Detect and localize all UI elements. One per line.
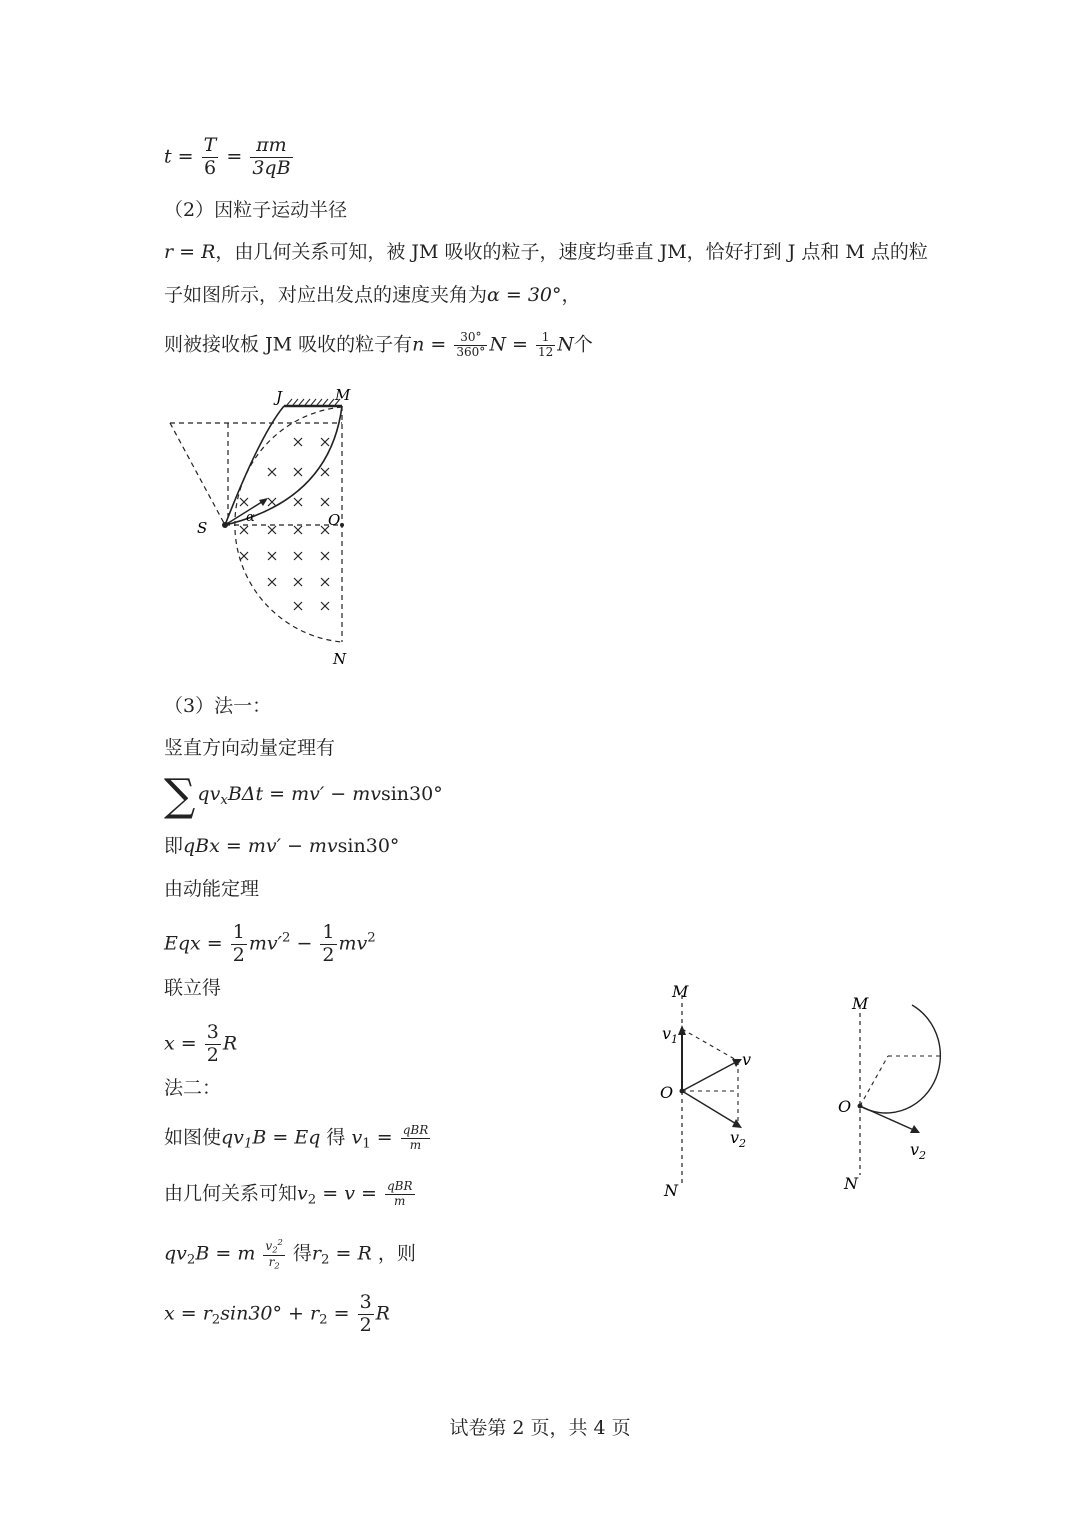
part2-line2-text: 子如图所示，对应出发点的速度夹角为 (164, 284, 488, 306)
superscript: 2 (367, 930, 376, 946)
text: 得 (320, 1126, 352, 1149)
subscript: 2 (274, 1260, 280, 1271)
eq-time: t = $\frac{T}{6}$ = $\frac{\pi m}{3qB}$ (164, 134, 291, 179)
vector-v2 (860, 1106, 916, 1131)
text: 得 (286, 1242, 312, 1265)
label-O: O (328, 511, 341, 529)
subscript: x (220, 792, 228, 808)
part2-heading: （2）因粒子运动半径 (164, 199, 348, 221)
eq-part: sin30° (380, 783, 443, 805)
punct: ， (561, 284, 581, 306)
frac-den: r (268, 1255, 275, 1270)
eq-part: x = r (164, 1302, 212, 1325)
part2-line2 (164, 283, 581, 307)
label-M: M (852, 994, 869, 1013)
eq-part: x = (164, 1032, 197, 1055)
part2-line3 (164, 331, 593, 360)
frac-num: πm (250, 135, 292, 158)
frac-num: 1 (232, 921, 245, 943)
frac-qBR-m (401, 1124, 431, 1153)
eq-part: = (370, 1126, 393, 1149)
subscript: 2 (319, 1312, 328, 1328)
subscript: 1 (243, 1136, 253, 1152)
frac-1-12 (536, 331, 555, 360)
frac-1-2 (231, 922, 247, 967)
subscript: 1 (362, 1136, 371, 1152)
eq-part: r (311, 1242, 322, 1265)
label-O: O (660, 1083, 674, 1102)
frac-den: 6 (203, 156, 217, 179)
frac-den: 2 (359, 1313, 372, 1336)
page-footer: 试卷第 2 页，共 4 页 (449, 1417, 631, 1439)
eq-time-lhs: t (164, 145, 172, 168)
m2-line3 (164, 1238, 416, 1273)
eq-momentum-sum (164, 770, 443, 821)
arrowhead (732, 1119, 742, 1128)
label-v: v (742, 1050, 752, 1069)
m2-line1 (164, 1124, 432, 1156)
vector-v (682, 1061, 738, 1091)
point-O (858, 1104, 863, 1109)
eq-momentum (164, 834, 399, 858)
plate-hatching (287, 399, 340, 405)
frac-num: 1 (322, 921, 335, 943)
text: 由几何关系可知 (164, 1182, 298, 1205)
vector-v2 (682, 1091, 738, 1125)
point-O (340, 523, 344, 527)
eq-part: qBx = mv′ − mv (183, 835, 338, 857)
eq-part: v (297, 1182, 308, 1205)
eq-part: sin30° + r (220, 1302, 320, 1325)
part2-line1 (164, 240, 928, 264)
math-r-eq-R: r = R (164, 241, 216, 263)
frac-num: qBR (402, 1123, 429, 1137)
part3-method2: 法二： (164, 1077, 222, 1099)
superscript: 2 (281, 930, 291, 946)
frac-den: m (409, 1137, 422, 1152)
frac-num: 30° (454, 331, 487, 346)
frac-T-6 (202, 135, 219, 180)
figure-circular-trajectory (830, 985, 960, 1195)
frac-num: T (203, 134, 217, 156)
eq-part: = v = (316, 1182, 377, 1205)
frac-den: 3qB (252, 156, 291, 179)
frac-1-2 (320, 922, 336, 967)
eq-part: mv′ (248, 932, 282, 955)
frac-den: 360° (456, 344, 486, 359)
m2-line4 (164, 1292, 390, 1337)
label-S: S (197, 519, 208, 537)
eq-part: qv (197, 783, 221, 805)
part3-energy-text: 由动能定理 (164, 878, 260, 900)
subscript: 2 (186, 1252, 196, 1268)
label-J: J (276, 388, 283, 406)
label-v2: $v_2$ (730, 1128, 747, 1150)
superscript: 2 (277, 1237, 283, 1247)
eq-part: B = m (195, 1242, 256, 1265)
frac-num: qBR (386, 1179, 413, 1193)
math-alpha: α = 30° (487, 284, 562, 306)
eq-part: = (327, 1302, 350, 1325)
frac-3-2 (205, 1022, 221, 1067)
point-S (222, 522, 228, 528)
eq-part: v (351, 1126, 363, 1149)
frac-v2sq-r2 (263, 1238, 284, 1271)
frac-den: 2 (206, 1043, 219, 1066)
part3-heading: （3）法一： (164, 695, 272, 717)
frac-pim-3qB (250, 135, 292, 180)
frac-3-2 (358, 1292, 374, 1337)
trajectory-arc (860, 1005, 940, 1113)
label-M: M (335, 386, 351, 404)
part3-join-text: 联立得 (164, 977, 222, 999)
eq-part: R (222, 1032, 238, 1055)
eq-part: sin30° (337, 835, 400, 857)
dashed-guides (170, 406, 342, 642)
part3-momentum-text: 竖直方向动量定理有 (164, 737, 336, 759)
arrowhead (259, 498, 268, 506)
frac-30-360 (454, 331, 487, 360)
unit-ge: 个 (573, 333, 593, 356)
trajectories (225, 406, 342, 525)
dashed-construction (860, 1056, 942, 1106)
eq-prefix: 即 (164, 835, 184, 857)
label-v1: $v_1$ (662, 1024, 679, 1046)
subscript: 2 (307, 1192, 317, 1208)
text: ，则 (371, 1242, 416, 1265)
label-v2: $v_2$ (910, 1140, 927, 1162)
eq-part: mv (338, 932, 368, 955)
eq-energy (164, 922, 376, 967)
sigma-symbol: ∑ (164, 770, 196, 821)
eq-part: qv (221, 1126, 244, 1149)
label-N: N (664, 1181, 678, 1200)
subscript: 2 (211, 1312, 221, 1328)
label-N: N (333, 650, 347, 668)
frac-num: 3 (359, 1291, 372, 1313)
subscript: 2 (321, 1252, 330, 1268)
eq-part: qv (164, 1242, 187, 1265)
frac-num: 3 (206, 1021, 219, 1043)
point-O (680, 1089, 685, 1094)
m2-line2 (164, 1180, 417, 1212)
label-O: O (838, 1097, 852, 1116)
label-M: M (672, 982, 689, 1001)
eq-part: R (375, 1302, 390, 1325)
text: 如图使 (164, 1126, 222, 1149)
label-alpha: α (246, 510, 255, 525)
figure-field-region (160, 380, 400, 675)
eq-part: = R (329, 1242, 372, 1265)
frac-den: 2 (232, 943, 245, 966)
math-N: N (557, 333, 574, 356)
math-N-eq: N = (489, 333, 528, 356)
dashed-construction (682, 1029, 738, 1125)
eq-part: − (290, 932, 313, 955)
part2-line3-text: 则被接收板 JM 吸收的粒子有 (164, 333, 413, 356)
part2-line1-text: ，由几何关系可知，被 JM 吸收的粒子，速度均垂直 JM，恰好打到 J 点和 M 点的粒 (215, 241, 928, 263)
eq-result-x (164, 1022, 237, 1067)
figure-velocity-decomposition (650, 975, 770, 1205)
frac-den: 2 (322, 943, 335, 966)
frac-num: v (265, 1239, 273, 1254)
eq-part: Eqx = (164, 932, 223, 955)
eq-part: B = Eq (252, 1126, 321, 1149)
frac-qBR-m (385, 1180, 415, 1209)
frac-num: 1 (536, 331, 555, 346)
eq-part: BΔt = mv′ − mv (227, 783, 381, 805)
math-n: n = (412, 333, 447, 356)
subscript: 2 (272, 1244, 278, 1255)
frac-den: m (394, 1193, 406, 1208)
frac-den: 12 (537, 344, 554, 359)
label-N: N (844, 1174, 858, 1193)
